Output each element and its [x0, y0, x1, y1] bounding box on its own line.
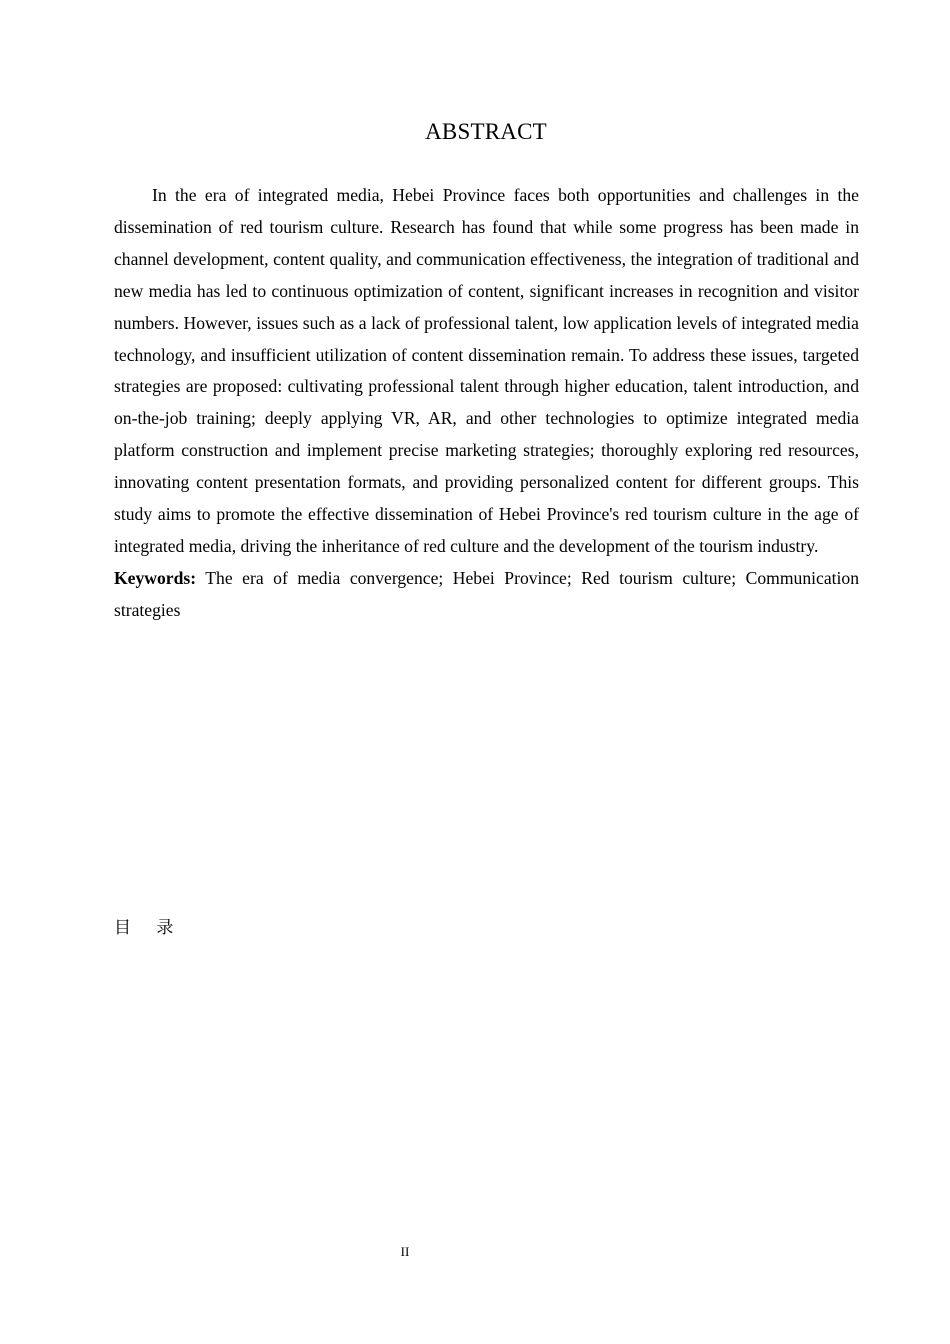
abstract-paragraph: In the era of integrated media, Hebei Province faces both opportunities and challenges in the dissemination of red tourism culture. Research has found that while some progress has been made in channel development, content quality, and communication effectiveness, the integration of traditional and new media has led to continuous optimization of content, significant increases in recognition and visitor numbers. However, issues such as a lack of professional talent, low application levels of integrated media technology, and insufficient utilization of content dissemination remain. To address these issues, targeted strategies are proposed: cultivating professional talent through higher education, talent introduction, and on-the-job training; deeply applying VR, AR, and other technologies to optimize integrated media platform construction and implement precise marketing strategies; thoroughly exploring red resources, innovating content presentation formats, and providing personalized content for different groups. This study aims to promote the effective dissemination of Hebei Province's red tourism culture in the age of integrated media, driving the inheritance of red culture and the development of the tourism industry.	[114, 185, 859, 556]
keywords-label: Keywords:	[114, 567, 197, 588]
table-of-contents-heading: 目 录	[114, 918, 174, 938]
abstract-body	[114, 180, 859, 627]
abstract-title: ABSTRACT	[425, 119, 547, 144]
page-number: II	[400, 1244, 410, 1259]
keywords-line	[114, 563, 859, 627]
keywords-text: The era of media convergence; Hebei Province; Red tourism culture; Communication strategies	[114, 567, 859, 620]
